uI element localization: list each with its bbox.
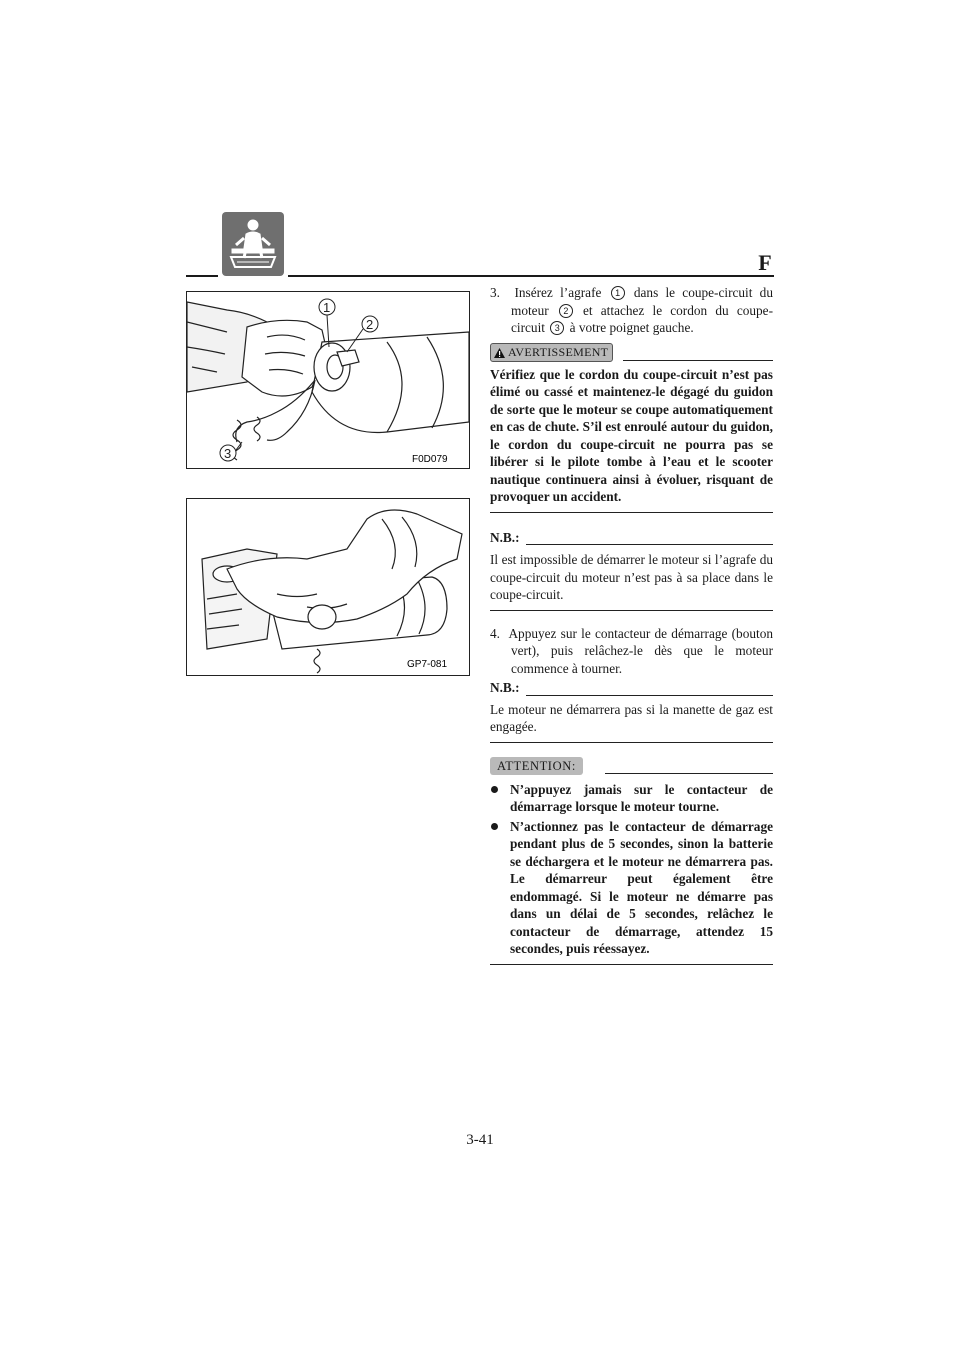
attention-heading-rule xyxy=(605,773,773,774)
hand-start-button-illustration xyxy=(187,499,469,675)
step-3-text-d: à votre poignet gauche. xyxy=(569,320,694,335)
language-letter: F xyxy=(758,250,772,275)
note-1-heading-rule xyxy=(526,544,773,545)
attention-heading xyxy=(490,757,773,775)
bullet-dot-icon xyxy=(491,786,498,793)
warning-label: AVERTISSEMENT xyxy=(508,344,609,359)
header-rule-left xyxy=(186,275,218,277)
attention-badge: ATTENTION: xyxy=(490,757,583,775)
attention-bullet-2 xyxy=(490,818,773,958)
attention-bullet-1 xyxy=(490,781,773,816)
callout-ref-1: 1 xyxy=(611,286,625,300)
note-1-heading xyxy=(490,529,773,547)
step-3-text-a: Insérez l’agrafe xyxy=(514,285,602,300)
callout-1: 1 xyxy=(323,300,331,315)
attention-bullet-1-text: N’appuyez jamais sur le contacteur de démarrage lorsque le moteur tourne. xyxy=(510,781,773,814)
attention-bullet-2-text: N’actionnez pas le contacteur de démarrage pendant plus de 5 secondes, sinon la batterie se déchargera et le moteur ne démarrera pas. Le démarreur peut également être endommagé. Si le moteur ne démarre pas dans un délai de 5 secondes, relâchez le contacteur de démarrage, attendez 15 secondes, puis réessayez. xyxy=(510,818,773,956)
warning-end-rule xyxy=(490,512,773,513)
warning-badge xyxy=(490,343,613,362)
note-1-label: N.B.: xyxy=(490,529,520,545)
step-3-text-b: dans le coupe-circuit du moteur xyxy=(511,285,773,318)
note-2-text: Le moteur ne démarrera pas si la manette de gaz est engagée. xyxy=(490,701,773,734)
note-1-end-rule xyxy=(490,610,773,611)
note-2-end-rule xyxy=(490,742,773,743)
step-4 xyxy=(490,625,773,678)
callout-2: 2 xyxy=(366,317,374,332)
step-3 xyxy=(490,284,773,337)
figure-code-1: F0D079 xyxy=(412,454,448,465)
warning-heading-rule xyxy=(623,360,773,361)
warning-heading xyxy=(490,343,773,362)
note-1-text: Il est impossible de démarrer le moteur si l’agrafe du coupe-circuit du moteur n’est pas à sa place dans le coupe-circuit. xyxy=(490,552,773,602)
figure-clip-lanyard xyxy=(186,291,470,469)
note-2-label: N.B.: xyxy=(490,680,520,695)
step-3-text-c: et attachez le cordon du coupe-circuit xyxy=(511,302,773,335)
callout-3: 3 xyxy=(224,446,232,461)
note-2-heading-rule xyxy=(526,695,773,696)
bullet-dot-icon xyxy=(491,823,498,830)
attention-end-rule xyxy=(490,964,773,965)
figure-code-2: GP7-081 xyxy=(407,659,448,670)
note-2-heading xyxy=(490,679,773,697)
text-column xyxy=(490,284,773,971)
jetski-rider-icon xyxy=(222,212,284,276)
step-4-text: Appuyez sur le contacteur de démarrage (bouton vert), puis relâchez-le dès que le moteur commence à tourner. xyxy=(508,625,773,676)
hand-clip-lanyard-illustration xyxy=(187,292,469,468)
step-3-number: 3. xyxy=(490,285,500,300)
page-number: 3-41 xyxy=(466,1132,494,1148)
callout-ref-2: 2 xyxy=(559,304,573,318)
warning-triangle-icon xyxy=(494,348,505,358)
header-rule-right xyxy=(288,275,774,277)
step-4-number: 4. xyxy=(490,625,500,641)
callout-ref-3: 3 xyxy=(550,321,564,335)
figure-start-button xyxy=(186,498,470,676)
warning-text: Vérifiez que le cordon du coupe-circuit n’est pas élimé ou cassé et maintenez-le dégagé du guidon de sorte que le moteur se coupe automatiquement en cas de chute. S’il est enroulé autour du guidon, le cordon du coupe-circuit ne pourra pas se libérer si le pilote tombe à l’eau et le scooter nautique continuera ainsi à évoluer, risquant de provoquer un accident. xyxy=(490,366,773,504)
